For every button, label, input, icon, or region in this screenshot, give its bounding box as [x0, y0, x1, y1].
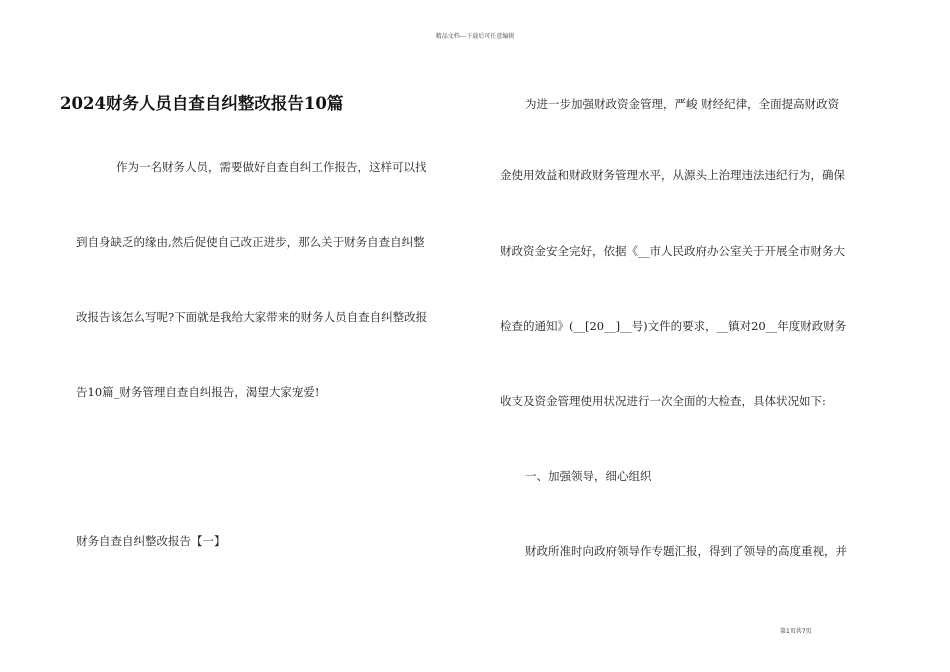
section-heading: 财务自查自纠整改报告【一】	[76, 534, 226, 548]
right-paragraph-line-5: 收支及资金管理使用状况进行一次全面的大检查，具体状况如下:	[500, 394, 826, 408]
right-paragraph-line-2: 金使用效益和财政财务管理水平，从源头上治理违法违纪行为，确保	[500, 168, 845, 182]
right-paragraph-line-1: 为进一步加强财政资金管理，严峻 财经纪律，全面提高财政资	[525, 97, 840, 111]
left-paragraph-line-3: 改报告该怎么写呢?下面就是我给大家带来的财务人员自查自纠整改报	[76, 310, 428, 324]
left-paragraph-line-4: 告10篇_财务管理自查自纠报告，渴望大家宠爱!	[76, 385, 320, 399]
left-paragraph-line-2: 到自身缺乏的缘由,然后促使自己改正进步，那么关于财务自查自纠整	[76, 235, 425, 249]
right-paragraph-line-3: 财政资金安全完好，依据《__市人民政府办公室关于开展全市财务大	[500, 244, 845, 258]
right-paragraph-line-4: 检查的通知》(__[20__]__号)文件的要求，__镇对20__年度财政财务	[500, 319, 847, 333]
right-paragraph-line-6: 财政所准时向政府领导作专题汇报，得到了领导的高度重视，并	[525, 544, 847, 558]
header-note: 精品文档---下载后可任意编辑	[435, 33, 515, 40]
right-subheading: 一、加强领导，细心组织	[525, 469, 652, 483]
page-number: 第1页共7页	[780, 628, 812, 635]
document-title: 2024财务人员自查自纠整改报告10篇	[60, 94, 344, 113]
left-paragraph-line-1: 作为一名财务人员，需要做好自查自纠工作报告，这样可以找	[116, 160, 427, 174]
